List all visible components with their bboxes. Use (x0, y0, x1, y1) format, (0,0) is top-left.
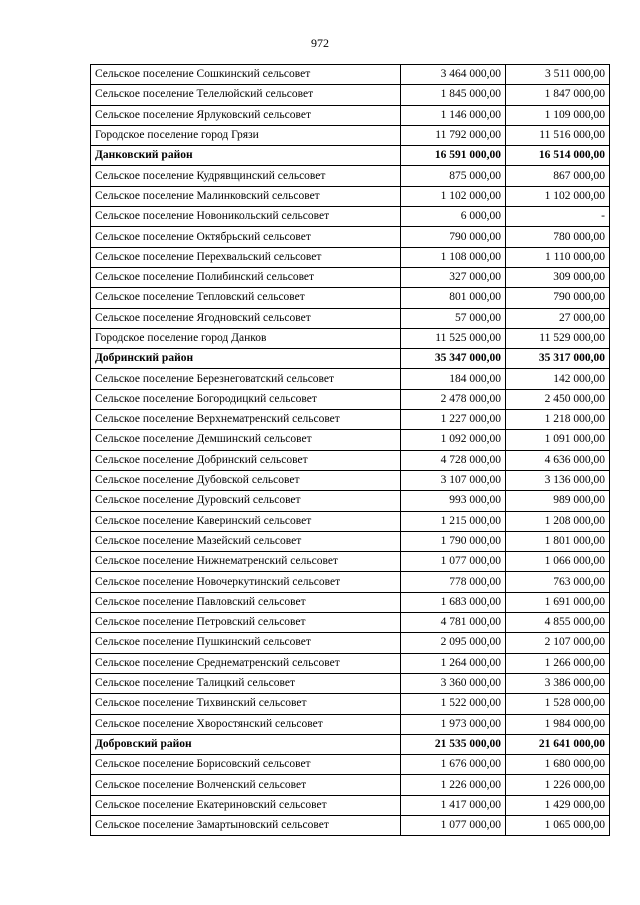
table-row (91, 186, 610, 206)
table-row (91, 125, 610, 145)
row-value-1-cell: 1 108 000,00 (401, 247, 506, 267)
district-row (91, 734, 610, 754)
row-value-2-cell: 1 801 000,00 (506, 531, 610, 551)
row-name-cell: Сельское поселение Ярлуковский сельсовет (91, 105, 401, 125)
row-value-2-cell: 1 691 000,00 (506, 592, 610, 612)
row-value-1-cell: 1 226 000,00 (401, 775, 506, 795)
row-value-2-cell: 1 984 000,00 (506, 714, 610, 734)
table-row (91, 531, 610, 551)
row-name-cell: Сельское поселение Октябрьский сельсовет (91, 227, 401, 247)
row-value-2-cell: - (506, 207, 610, 227)
table-row (91, 613, 610, 633)
row-value-2-cell: 790 000,00 (506, 288, 610, 308)
row-value-1-cell: 1 417 000,00 (401, 795, 506, 815)
row-name-cell: Сельское поселение Борисовский сельсовет (91, 755, 401, 775)
table-row (91, 552, 610, 572)
table-row (91, 795, 610, 815)
row-value-1-cell: 1 102 000,00 (401, 186, 506, 206)
row-value-2-cell: 1 528 000,00 (506, 694, 610, 714)
row-value-2-cell: 1 102 000,00 (506, 186, 610, 206)
row-value-1-cell: 11 525 000,00 (401, 328, 506, 348)
row-name-cell: Сельское поселение Нижнематренский сельсовет (91, 552, 401, 572)
row-value-2-cell: 1 226 000,00 (506, 775, 610, 795)
row-value-1-cell: 1 215 000,00 (401, 511, 506, 531)
row-name-cell: Сельское поселение Малинковский сельсовет (91, 186, 401, 206)
row-name-cell: Сельское поселение Новочеркутинский сельсовет (91, 572, 401, 592)
row-name-cell: Сельское поселение Екатериновский сельсовет (91, 795, 401, 815)
row-name-cell: Сельское поселение Кудрявщинский сельсовет (91, 166, 401, 186)
row-name-cell: Сельское поселение Тепловский сельсовет (91, 288, 401, 308)
district-row (91, 349, 610, 369)
table-row (91, 450, 610, 470)
row-name-cell: Городское поселение город Грязи (91, 125, 401, 145)
table-row (91, 369, 610, 389)
row-value-2-cell: 21 641 000,00 (506, 734, 610, 754)
table-row (91, 430, 610, 450)
row-value-1-cell: 35 347 000,00 (401, 349, 506, 369)
row-value-1-cell: 1 264 000,00 (401, 653, 506, 673)
row-value-1-cell: 790 000,00 (401, 227, 506, 247)
row-value-2-cell: 4 855 000,00 (506, 613, 610, 633)
table-row (91, 227, 610, 247)
table-row (91, 470, 610, 490)
row-name-cell: Сельское поселение Павловский сельсовет (91, 592, 401, 612)
row-name-cell: Сельское поселение Богородицкий сельсовет (91, 389, 401, 409)
row-value-2-cell: 1 066 000,00 (506, 552, 610, 572)
row-value-1-cell: 11 792 000,00 (401, 125, 506, 145)
table-row (91, 166, 610, 186)
row-value-2-cell: 3 511 000,00 (506, 65, 610, 85)
row-value-2-cell: 16 514 000,00 (506, 146, 610, 166)
row-name-cell: Сельское поселение Каверинский сельсовет (91, 511, 401, 531)
row-value-2-cell: 989 000,00 (506, 491, 610, 511)
row-value-1-cell: 1 146 000,00 (401, 105, 506, 125)
row-value-1-cell: 6 000,00 (401, 207, 506, 227)
row-value-2-cell: 1 680 000,00 (506, 755, 610, 775)
row-value-2-cell: 142 000,00 (506, 369, 610, 389)
row-name-cell: Сельское поселение Дуровский сельсовет (91, 491, 401, 511)
table-row (91, 207, 610, 227)
budget-table (90, 64, 610, 836)
row-value-1-cell: 1 227 000,00 (401, 410, 506, 430)
row-value-2-cell: 2 107 000,00 (506, 633, 610, 653)
table-row (91, 694, 610, 714)
row-value-1-cell: 801 000,00 (401, 288, 506, 308)
row-name-cell: Сельское поселение Замартыновский сельсовет (91, 815, 401, 835)
row-name-cell: Сельское поселение Мазейский сельсовет (91, 531, 401, 551)
row-value-1-cell: 327 000,00 (401, 267, 506, 287)
row-value-2-cell: 1 110 000,00 (506, 247, 610, 267)
row-name-cell: Сельское поселение Пушкинский сельсовет (91, 633, 401, 653)
row-value-2-cell: 11 529 000,00 (506, 328, 610, 348)
row-value-2-cell: 35 317 000,00 (506, 349, 610, 369)
row-value-2-cell: 1 266 000,00 (506, 653, 610, 673)
table-row (91, 815, 610, 835)
row-value-2-cell: 1 109 000,00 (506, 105, 610, 125)
row-value-2-cell: 1 218 000,00 (506, 410, 610, 430)
table-row (91, 288, 610, 308)
row-value-2-cell: 11 516 000,00 (506, 125, 610, 145)
row-name-cell: Добровский район (91, 734, 401, 754)
table-row (91, 653, 610, 673)
row-value-1-cell: 16 591 000,00 (401, 146, 506, 166)
row-name-cell: Сельское поселение Добринский сельсовет (91, 450, 401, 470)
row-name-cell: Сельское поселение Петровский сельсовет (91, 613, 401, 633)
row-name-cell: Сельское поселение Верхнематренский сельсовет (91, 410, 401, 430)
row-name-cell: Сельское поселение Среднематренский сельсовет (91, 653, 401, 673)
district-row (91, 146, 610, 166)
row-value-2-cell: 27 000,00 (506, 308, 610, 328)
row-name-cell: Сельское поселение Талицкий сельсовет (91, 673, 401, 693)
table-row (91, 755, 610, 775)
row-name-cell: Городское поселение город Данков (91, 328, 401, 348)
row-name-cell: Сельское поселение Телелюйский сельсовет (91, 85, 401, 105)
table-row (91, 389, 610, 409)
row-value-1-cell: 3 107 000,00 (401, 470, 506, 490)
table-row (91, 308, 610, 328)
row-value-2-cell: 4 636 000,00 (506, 450, 610, 470)
row-value-1-cell: 1 077 000,00 (401, 815, 506, 835)
row-value-1-cell: 2 095 000,00 (401, 633, 506, 653)
row-name-cell: Сельское поселение Березнеговатский сельсовет (91, 369, 401, 389)
row-name-cell: Сельское поселение Хворостянский сельсовет (91, 714, 401, 734)
row-value-1-cell: 875 000,00 (401, 166, 506, 186)
row-value-1-cell: 57 000,00 (401, 308, 506, 328)
row-value-2-cell: 780 000,00 (506, 227, 610, 247)
row-value-2-cell: 763 000,00 (506, 572, 610, 592)
row-value-2-cell: 1 065 000,00 (506, 815, 610, 835)
table-row (91, 267, 610, 287)
row-value-1-cell: 3 360 000,00 (401, 673, 506, 693)
row-name-cell: Добринский район (91, 349, 401, 369)
row-name-cell: Сельское поселение Ягодновский сельсовет (91, 308, 401, 328)
table-row (91, 673, 610, 693)
page-number: 972 (311, 36, 329, 50)
row-value-2-cell: 3 386 000,00 (506, 673, 610, 693)
row-name-cell: Сельское поселение Полибинский сельсовет (91, 267, 401, 287)
row-value-1-cell: 2 478 000,00 (401, 389, 506, 409)
row-value-2-cell: 3 136 000,00 (506, 470, 610, 490)
row-name-cell: Данковский район (91, 146, 401, 166)
table-row (91, 85, 610, 105)
row-value-1-cell: 778 000,00 (401, 572, 506, 592)
row-value-2-cell: 1 847 000,00 (506, 85, 610, 105)
row-value-1-cell: 1 077 000,00 (401, 552, 506, 572)
table-row (91, 65, 610, 85)
budget-table-body (91, 65, 610, 836)
row-value-1-cell: 993 000,00 (401, 491, 506, 511)
row-value-1-cell: 4 781 000,00 (401, 613, 506, 633)
row-value-2-cell: 1 091 000,00 (506, 430, 610, 450)
table-row (91, 491, 610, 511)
row-value-1-cell: 1 845 000,00 (401, 85, 506, 105)
table-row (91, 105, 610, 125)
row-value-1-cell: 21 535 000,00 (401, 734, 506, 754)
row-value-2-cell: 867 000,00 (506, 166, 610, 186)
row-value-2-cell: 1 208 000,00 (506, 511, 610, 531)
table-row (91, 511, 610, 531)
table-row (91, 633, 610, 653)
row-name-cell: Сельское поселение Волченский сельсовет (91, 775, 401, 795)
table-row (91, 775, 610, 795)
row-value-2-cell: 1 429 000,00 (506, 795, 610, 815)
table-row (91, 247, 610, 267)
row-value-1-cell: 4 728 000,00 (401, 450, 506, 470)
row-value-1-cell: 1 676 000,00 (401, 755, 506, 775)
row-value-1-cell: 1 683 000,00 (401, 592, 506, 612)
row-name-cell: Сельское поселение Дубовской сельсовет (91, 470, 401, 490)
table-row (91, 328, 610, 348)
row-name-cell: Сельское поселение Демшинский сельсовет (91, 430, 401, 450)
table-row (91, 572, 610, 592)
row-value-1-cell: 1 092 000,00 (401, 430, 506, 450)
row-value-1-cell: 1 790 000,00 (401, 531, 506, 551)
row-value-1-cell: 1 522 000,00 (401, 694, 506, 714)
table-row (91, 714, 610, 734)
row-name-cell: Сельское поселение Сошкинский сельсовет (91, 65, 401, 85)
table-row (91, 410, 610, 430)
row-value-1-cell: 1 973 000,00 (401, 714, 506, 734)
row-name-cell: Сельское поселение Тихвинский сельсовет (91, 694, 401, 714)
row-value-2-cell: 2 450 000,00 (506, 389, 610, 409)
row-value-2-cell: 309 000,00 (506, 267, 610, 287)
table-row (91, 592, 610, 612)
row-value-1-cell: 184 000,00 (401, 369, 506, 389)
row-name-cell: Сельское поселение Новоникольский сельсовет (91, 207, 401, 227)
row-name-cell: Сельское поселение Перехвальский сельсовет (91, 247, 401, 267)
row-value-1-cell: 3 464 000,00 (401, 65, 506, 85)
